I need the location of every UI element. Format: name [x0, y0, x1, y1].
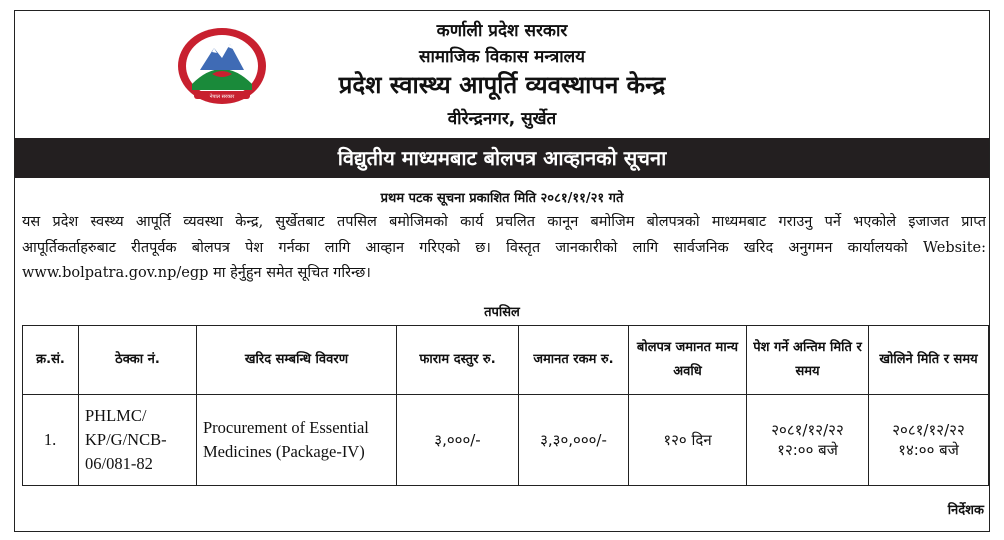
col-validity: बोलपत्र जमानत मान्य अवधि [629, 326, 747, 395]
cell-form-fee: ३,०००/- [397, 395, 519, 486]
opening-time: १४:०० बजे [898, 441, 959, 459]
opening-date: २०८१/१२/२२ [892, 421, 965, 439]
col-form-fee: फाराम दस्तुर रु. [397, 326, 519, 395]
first-published-date: प्रथम पटक सूचना प्रकाशित मिति २०८१/११/२१ गते [380, 191, 624, 206]
header-centre: प्रदेश स्वास्थ्य आपूर्ति व्यवस्थापन केन्द्र [338, 71, 666, 99]
col-sn: क्र.सं. [23, 326, 79, 395]
col-submission: पेश गर्ने अन्तिम मिति र समय [747, 326, 869, 395]
body-line: www.bolpatra.gov.np/egp मा हेर्नुहुन समेत सूचित गरिन्छ। [22, 265, 371, 281]
col-description: खरिद सम्बन्धि विवरण [197, 326, 397, 395]
tender-table [22, 325, 989, 486]
cell-security-amount: ३,३०,०००/- [519, 395, 629, 486]
submission-date: २०८१/१२/२२ [771, 421, 844, 439]
table-row [23, 395, 989, 486]
table-label: तपसिल [484, 305, 520, 320]
cell-sn: 1. [23, 395, 79, 486]
cell-submission [747, 395, 869, 486]
header-ministry: सामाजिक विकास मन्त्रालय [418, 47, 586, 67]
body-line: यस प्रदेश स्वस्थ्य आपूर्ति व्यवस्था केन्द्र, सुर्खेतबाट तपसिल बमोजिमको कार्य प्रचलित कानून बमोजिम बोलपत्रको माध्यमबाट गराउनु पर्ने भएकोले इजाजत प्राप्त [22, 214, 986, 230]
cell-validity: १२० दिन [629, 395, 747, 486]
notice-title-banner: विद्युतीय माध्यमबाट बोलपत्र आव्हानको सूचना [15, 138, 989, 178]
header-province: कर्णाली प्रदेश सरकार [436, 21, 568, 41]
col-security-amount: जमानत रकम रु. [519, 326, 629, 395]
cell-description: Procurement of Essential Medicines (Package-IV) [197, 395, 397, 486]
col-opening: खोलिने मिति र समय [869, 326, 989, 395]
col-contract-no: ठेक्का नं. [79, 326, 197, 395]
svg-text:नेपाल सरकार: नेपाल सरकार [209, 94, 235, 100]
cell-contract-no: PHLMC/ KP/G/NCB- 06/081-82 [79, 395, 197, 486]
header-location: वीरेन्द्रनगर, सुर्खेत [447, 109, 557, 129]
cell-opening [869, 395, 989, 486]
body-line: आपूर्तिकर्ताहरुबाट रीतपूर्वक बोलपत्र पेश गर्नका लागि आव्हान गरिएको छ। विस्तृत जानकारीको लागि सार्वजनिक खरिद अनुगमन कार्यालयको Website: [22, 239, 986, 256]
signature-title: निर्देशक [947, 503, 984, 518]
table-header-row [23, 326, 989, 395]
notice-body [22, 210, 986, 287]
submission-time: १२:०० बजे [777, 441, 838, 459]
